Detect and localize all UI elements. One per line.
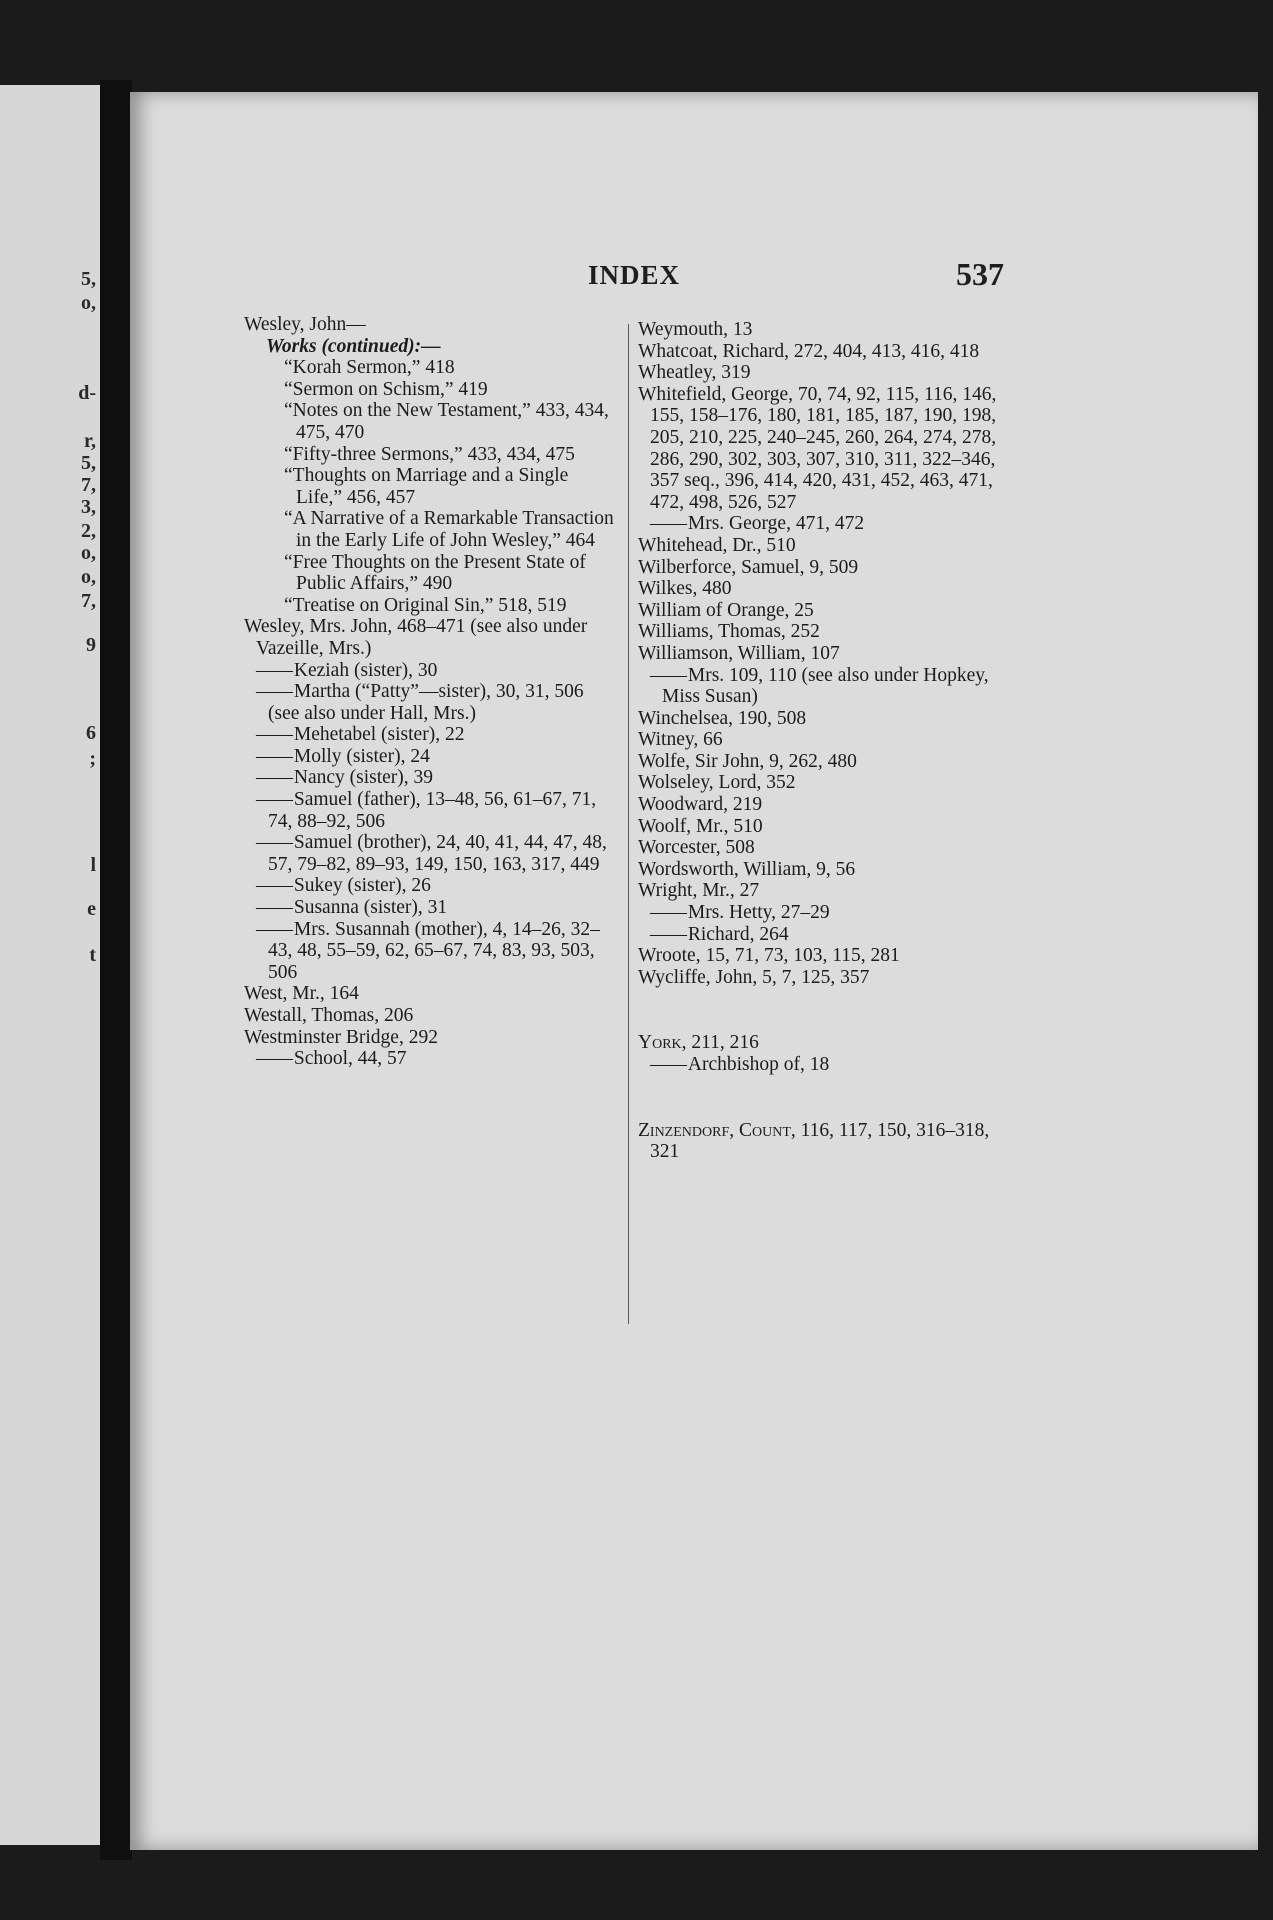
index-entry [638,772,1022,794]
index-work-title [244,379,616,401]
adjacent-page-edge [0,85,100,1845]
entry-text: Zinzendorf, Count, 116, 117, 150, 316–318, 321 [638,1119,990,1163]
entry-text: Mrs. Hetty, 27–29 [687,902,830,924]
entry-text: Wolseley, Lord, 352 [638,772,796,794]
section-gap [638,988,1022,1032]
adjacent-page-fragment: 6 [86,722,96,744]
entry-text: Wordsworth, William, 9, 56 [638,858,856,880]
index-subentry [244,1048,616,1070]
entry-text: Whatcoat, Richard, 272, 404, 413, 416, 418 [638,340,980,362]
index-subentry [244,897,616,919]
page-title: INDEX [588,260,681,290]
entry-text: Susanna (sister), 31 [293,897,448,919]
index-entry [244,314,616,336]
entry-text: Wilkes, 480 [638,578,732,600]
entry-text: York, 211, 216 [638,1032,759,1054]
column-divider [628,324,629,1324]
index-entry-section-start [638,1032,1022,1054]
adjacent-page-fragment: o, [81,292,96,314]
index-subentry [638,513,1022,535]
entry-text: Wesley, John— [244,314,366,335]
adjacent-page-fragment: 7, [81,590,96,612]
entry-text: Wroote, 15, 71, 73, 103, 115, 281 [638,945,900,967]
entry-text: Wheatley, 319 [638,362,751,384]
index-entry [638,751,1022,773]
index-entry [244,1027,616,1049]
index-subentry [638,902,1022,924]
adjacent-page-fragment: d- [78,382,96,404]
entry-text: West, Mr., 164 [244,983,359,1005]
index-entry [244,616,616,659]
index-subentry [244,724,616,746]
entry-text: “A Narrative of a Remarkable Transaction in the Early Life of John Wesley,” 464 [284,508,614,551]
entry-text: Wright, Mr., 27 [638,880,760,902]
index-subentry [244,919,616,984]
index-entry [638,621,1022,643]
entry-text: School, 44, 57 [293,1048,407,1070]
entry-text: “Treatise on Original Sin,” 518, 519 [284,594,567,616]
entry-text: Wolfe, Sir John, 9, 262, 480 [638,750,857,772]
index-entry [638,794,1022,816]
entry-text: “Korah Sermon,” 418 [284,357,455,379]
index-subentry [244,660,616,682]
entry-text: Nancy (sister), 39 [293,767,434,789]
index-work-title [244,357,616,379]
adjacent-page-fragment: o, [81,542,96,564]
adjacent-page-fragment: 5, [81,268,96,290]
index-subentry [244,832,616,875]
entry-text: “Notes on the New Testament,” 433, 434, 475, 470 [284,400,609,443]
entry-text: “Fifty-three Sermons,” 433, 434, 475 [284,443,575,465]
index-entry [638,708,1022,730]
adjacent-page-fragment: ; [89,748,96,770]
entry-text: Samuel (brother), 24, 40, 41, 44, 47, 48, 57, 79–82, 89–93, 149, 150, 163, 317, 449 [268,832,607,875]
entry-text: Mrs. Susannah (mother), 4, 14–26, 32–43, 48, 55–59, 62, 65–67, 74, 83, 93, 503, 506 [268,918,600,983]
adjacent-page-fragment: 7, [81,474,96,496]
adjacent-page-fragment: 2, [81,520,96,542]
index-entry [638,880,1022,902]
index-work-title [244,400,616,443]
adjacent-page-fragment: 5, [81,452,96,474]
index-entry [638,859,1022,881]
index-subentry [244,681,616,724]
entry-text: Worcester, 508 [638,837,755,859]
index-page [130,92,1258,1850]
adjacent-page-fragment: e [87,898,96,920]
adjacent-page-fragment: 3, [81,496,96,518]
entry-text: Samuel (father), 13–48, 56, 61–67, 71, 74, 88–92, 506 [268,789,597,832]
index-work-title [244,444,616,466]
section-gap [638,1076,1022,1120]
entry-text: Westall, Thomas, 206 [244,1005,414,1026]
entry-text: Witney, 66 [638,729,723,751]
entry-text: Weymouth, 13 [638,319,753,340]
index-entry [638,600,1022,622]
index-entry [638,967,1022,989]
index-work-title [244,465,616,508]
index-entry [638,837,1022,859]
index-entry [638,362,1022,384]
entry-text: Woolf, Mr., 510 [638,815,763,837]
index-entry [638,945,1022,967]
entry-text: Williamson, William, 107 [638,642,840,664]
entry-text: “Sermon on Schism,” 419 [284,378,488,400]
entry-text: Works (continued):— [266,335,441,357]
index-entry [638,729,1022,751]
index-subentry [244,767,616,789]
index-subentry [244,875,616,897]
entry-text: Whitehead, Dr., 510 [638,534,796,556]
entry-text: Keziah (sister), 30 [293,659,438,681]
index-entry-section-start [638,1120,1022,1163]
index-work-title [244,595,616,617]
index-subentry [244,789,616,832]
index-subentry [244,746,616,768]
index-subentry [638,665,1022,708]
entry-text: Mrs. 109, 110 (see also under Hopkey, Miss Susan) [662,664,989,708]
entry-text: Wilberforce, Samuel, 9, 509 [638,556,859,578]
adjacent-page-fragment: o, [81,566,96,588]
index-entry [638,384,1022,514]
adjacent-page-fragment: 9 [86,634,96,656]
entry-text: Winchelsea, 190, 508 [638,707,807,729]
index-entry [638,557,1022,579]
index-entry [638,319,1022,341]
entry-text: “Free Thoughts on the Present State of Public Affairs,” 490 [284,551,586,595]
index-subentry [638,1054,1022,1076]
index-work-title [244,508,616,551]
index-entry [638,816,1022,838]
index-entry [244,1005,616,1027]
index-entry [638,578,1022,600]
index-column-left [244,314,616,1070]
book-gutter [100,80,132,1860]
entry-text: “Thoughts on Marriage and a Single Life,” 456, 457 [284,465,569,508]
entry-text: Archbishop of, 18 [687,1054,830,1075]
index-entry [244,983,616,1005]
index-column-right [638,319,1022,1163]
entry-text: Mehetabel (sister), 22 [293,724,465,746]
entry-text: Williams, Thomas, 252 [638,621,820,643]
entry-text: Richard, 264 [687,923,789,945]
entry-text: Wycliffe, John, 5, 7, 125, 357 [638,966,870,988]
entry-text: Whitefield, George, 70, 74, 92, 115, 116, 146, 155, 158–176, 180, 181, 185, 187, 190, 198, 205, 210, 225, 240–245, 260, 264, 274, 278, 286, 290, 302, 303, 307, 310, 311, 322–346, 357 seq., 396, 414, 420, 431, 452, 463, 471, 472, 498, 526, 527 [638,383,997,513]
works-heading [244,336,616,358]
entry-text: Mrs. George, 471, 472 [687,513,865,535]
entry-text: Sukey (sister), 26 [293,875,431,897]
entry-text: William of Orange, 25 [638,599,814,621]
entry-text: Martha (“Patty”—sister), 30, 31, 506 (see also under Hall, Mrs.) [268,681,584,724]
page-number: 537 [956,256,1004,292]
adjacent-page-fragment: t [89,944,96,966]
index-entry [638,643,1022,665]
adjacent-page-fragment: l [90,854,96,876]
index-entry [638,535,1022,557]
entry-text: Westminster Bridge, 292 [244,1026,438,1048]
adjacent-page-fragment: r, [83,430,96,452]
entry-text: Woodward, 219 [638,794,763,816]
entry-text: Molly (sister), 24 [293,745,430,767]
index-work-title [244,552,616,595]
entry-text: Wesley, Mrs. John, 468–471 (see also under Vazeille, Mrs.) [244,616,588,659]
index-subentry [638,924,1022,946]
index-entry [638,341,1022,363]
page-header [130,256,1258,300]
